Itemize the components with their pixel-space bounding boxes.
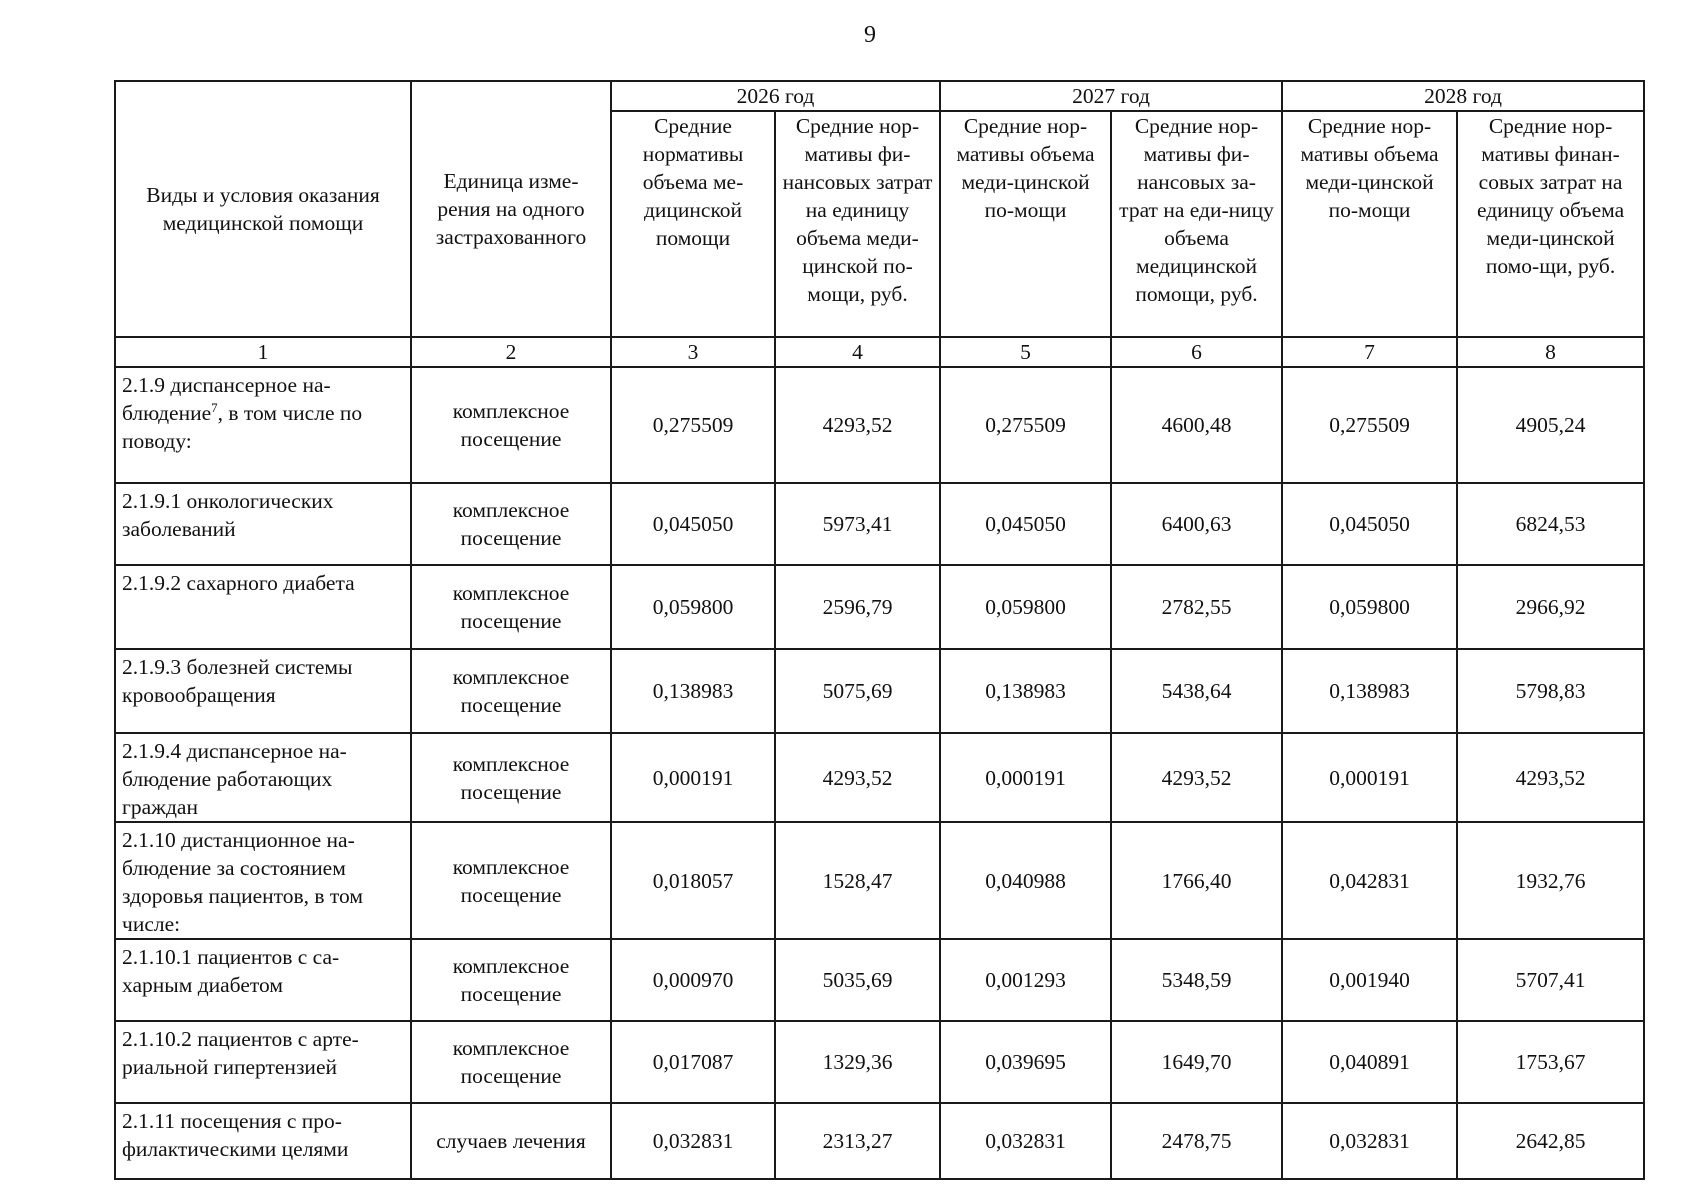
column-number: 5 [940,337,1111,367]
value-cell: 1932,76 [1457,822,1644,939]
header-care-types: Виды и условия оказания медицинской помощи [115,81,411,337]
row-label: 2.1.10.2 пациентов с арте-риальной гипертензией [115,1021,411,1103]
value-cell: 0,045050 [611,483,775,565]
row-label: 2.1.10 дистанционное на-блюдение за состоянием здоровья пациентов, в том числе: [115,822,411,939]
row-unit: комплексное посещение [411,367,611,483]
value-cell: 6824,53 [1457,483,1644,565]
header-volume-2027: Средние нор-мативы объема меди-цинской по-мощи [940,111,1111,337]
value-cell: 1528,47 [775,822,940,939]
value-cell: 4905,24 [1457,367,1644,483]
header-year-2028: 2028 год [1282,81,1644,111]
row-label: 2.1.9.3 болезней системы кровообращения [115,649,411,733]
row-unit: комплексное посещение [411,733,611,822]
value-cell: 0,001293 [940,939,1111,1021]
row-unit: комплексное посещение [411,1021,611,1103]
value-cell: 0,000191 [1282,733,1457,822]
value-cell: 2313,27 [775,1103,940,1179]
value-cell: 5035,69 [775,939,940,1021]
value-cell: 0,000191 [940,733,1111,822]
table-row [115,565,1644,649]
column-number: 8 [1457,337,1644,367]
value-cell: 0,275509 [611,367,775,483]
column-number: 3 [611,337,775,367]
value-cell: 0,138983 [940,649,1111,733]
row-label: 2.1.9.1 онкологических заболеваний [115,483,411,565]
value-cell: 0,275509 [940,367,1111,483]
value-cell: 0,000191 [611,733,775,822]
value-cell: 5707,41 [1457,939,1644,1021]
value-cell: 4293,52 [1111,733,1282,822]
value-cell: 5438,64 [1111,649,1282,733]
value-cell: 2642,85 [1457,1103,1644,1179]
value-cell: 1766,40 [1111,822,1282,939]
value-cell: 0,018057 [611,822,775,939]
header-volume-2028: Средние нор-мативы объема меди-цинской по-мощи [1282,111,1457,337]
value-cell: 0,042831 [1282,822,1457,939]
value-cell: 1649,70 [1111,1021,1282,1103]
row-label: 2.1.9.2 сахарного диабета [115,565,411,649]
column-number: 7 [1282,337,1457,367]
table-row [115,649,1644,733]
value-cell: 0,001940 [1282,939,1457,1021]
table-row [115,483,1644,565]
header-year-2027: 2027 год [940,81,1282,111]
row-label: 2.1.10.1 пациентов с са-харным диабетом [115,939,411,1021]
value-cell: 5973,41 [775,483,940,565]
value-cell: 0,032831 [940,1103,1111,1179]
header-volume-2026: Средние нормативы объема ме-дицинской помощи [611,111,775,337]
value-cell: 5798,83 [1457,649,1644,733]
header-year-2026: 2026 год [611,81,940,111]
value-cell: 2596,79 [775,565,940,649]
value-cell: 6400,63 [1111,483,1282,565]
value-cell: 0,032831 [611,1103,775,1179]
column-number: 6 [1111,337,1282,367]
value-cell: 4293,52 [1457,733,1644,822]
value-cell: 0,138983 [1282,649,1457,733]
column-number: 2 [411,337,611,367]
value-cell: 5075,69 [775,649,940,733]
header-finance-2027: Средние нор-мативы фи-нансовых за-трат на еди-ницу объема медицинской помощи, руб. [1111,111,1282,337]
row-unit: комплексное посещение [411,565,611,649]
row-unit: случаев лечения [411,1103,611,1179]
value-cell: 0,138983 [611,649,775,733]
table-row [115,367,1644,483]
value-cell: 0,000970 [611,939,775,1021]
value-cell: 0,032831 [1282,1103,1457,1179]
row-label: 2.1.11 посещения с про-филактическими целями [115,1103,411,1179]
table-row [115,939,1644,1021]
value-cell: 0,045050 [1282,483,1457,565]
row-unit: комплексное посещение [411,483,611,565]
value-cell: 4293,52 [775,367,940,483]
row-unit: комплексное посещение [411,822,611,939]
header-unit: Единица изме-рения на одного застрахованного [411,81,611,337]
value-cell: 4293,52 [775,733,940,822]
row-label: 2.1.9 диспансерное на-блюдение$^7$, в том числе по поводу: [115,367,411,483]
medical-care-norms-table [114,80,1645,1180]
row-unit: комплексное посещение [411,939,611,1021]
value-cell: 4600,48 [1111,367,1282,483]
column-number: 1 [115,337,411,367]
table-row [115,1103,1644,1179]
value-cell: 1329,36 [775,1021,940,1103]
value-cell: 0,275509 [1282,367,1457,483]
column-number: 4 [775,337,940,367]
page-number: 9 [864,22,876,48]
table-row [115,733,1644,822]
row-unit: комплексное посещение [411,649,611,733]
value-cell: 0,040891 [1282,1021,1457,1103]
value-cell: 2782,55 [1111,565,1282,649]
value-cell: 0,045050 [940,483,1111,565]
value-cell: 2478,75 [1111,1103,1282,1179]
value-cell: 2966,92 [1457,565,1644,649]
value-cell: 5348,59 [1111,939,1282,1021]
value-cell: 0,017087 [611,1021,775,1103]
value-cell: 1753,67 [1457,1021,1644,1103]
table-row [115,1021,1644,1103]
footnote-marker: 7 [211,399,218,415]
value-cell: 0,039695 [940,1021,1111,1103]
row-label: 2.1.9.4 диспансерное на-блюдение работающих граждан [115,733,411,822]
table-row [115,822,1644,939]
value-cell: 0,059800 [1282,565,1457,649]
header-finance-2028: Средние нор-мативы финан-совых затрат на единицу объема меди-цинской помо-щи, руб. [1457,111,1644,337]
value-cell: 0,059800 [611,565,775,649]
value-cell: 0,059800 [940,565,1111,649]
value-cell: 0,040988 [940,822,1111,939]
header-finance-2026: Средние нор-мативы фи-нансовых затрат на единицу объема меди-цинской по-мощи, руб. [775,111,940,337]
